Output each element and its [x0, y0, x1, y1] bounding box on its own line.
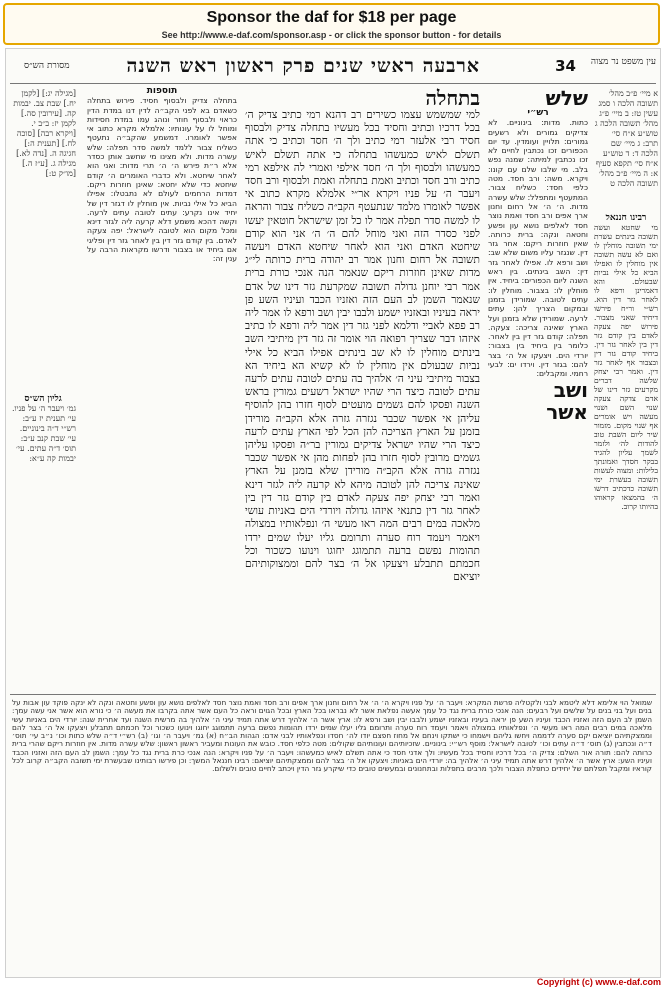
tosafot-heading: תוספות — [146, 87, 178, 96]
gilyon-heading: גליון הש״ס — [24, 394, 62, 404]
rabbeinu-chananel-column — [594, 214, 658, 684]
masoret-notes: [מגילה יג:] [לקמן יח.] שבת צב. יבמות קה. [עירובין סה.] לקמן יז: ב״ב י. [ויקרא רבה] [סוכה לח.] [תענית ה:] חגיגה ה. [נדה לא.] מגילה ג. [ע״ז ה.] [מו״ק ט:] — [13, 89, 76, 178]
gemara-text: למי שמשמש עצמו כשירים רב דהנא רמי כתיב צדיק ה׳ בכל דרכיו וכתיב וחסיד בכל מעשיו בתחלה צדיק ולבסוף חסיד רבי אלעזר רמי כתיב ולך ה׳ חסד וכתיב כי אתה תשלם לאיש כמעשהו בתחלה כי אתה תשלם לאיש כמעשהו ולבסוף ולך ה׳ חסד אילפי ואמרי לה אילפא רמי כתיב ורב חסד וכתיב ואמת בתחלה ואמת ולבסוף ורב חסד ויעבר ה׳ על פניו ויקרא אר״י אלמלא מקרא כתוב אי אפשר לאומרו מלמד שנתעטף הקב״ה כשליח צבור והראה לו למשה סדר תפלה אמר לו כל זמן שישראל חוטאין יעשו לפני כסדר הזה ואני מוחל להם ה׳ ה׳ אני הוא קודם שיחטא האדם ואני הוא לאחר שיחטא האדם ויעשה תשובה אל רחום וחנון אמר רב יהודה ברית כרותה לי״ג מדות שאינן חוזרות ריקם שנאמר הנה אנכי כורת ברית אמר רבי יוחנן גדולה תשובה שמקרעת גזר דינו של אדם שנאמר השמן לב העם הזה ואזניו הכבד ועיניו השע פן יראה בעיניו ובאזניו ישמע ולבבו יבין ושב ורפא לו אמר ליה רב פפא לאביי ודלמא לפני גזר דין אמר ליה ורפא לו כתיב איזהו דבר שצריך רפואה הוי אומר זה גזר דין מיתיבי השב בינתים מוחלין לו לא שב בינתים אפילו הביא כל אילי נביות שבעולם אין מוחלין לו לא קשיא הא ביחיד הא בצבור מיתיבי עיני ה׳ אלהיך בה עתים לטובה עתים לרעה עתים לטובה כיצד הרי שהיו ישראל רשעים גמורין בראש השנה ופסקו להם גשמים מועטים לסוף חזרו בהן להוסיף עליהן אי אפשר שכבר נגזרה גזרה אלא הקב״ה מורידן בזמנן על הארץ הצריכה להן הכל לפי הארץ עתים לרעה כיצד הרי שהיו ישראל צדיקים גמורין בר״ה ופסקו עליהן גשמים מרובין לסוף חזרו בהן לפחות מהן אי אפשר שכבר נגזרה גזרה אלא הקב״ה מורידן שלא בזמנן על הארץ שאינה צריכה להן לטובה מיהא לא קרעה ליה לגזר דינא ואמר רבי יצחק יפה צעקה לאדם בין קודם גזר דין בין לאחר גזר דין כתנאי איזהו גדולה ויורדי הים באניות עושי מלאכה במים רבים המה ראו מעשי ה׳ ונפלאותיו במצולה ויאמר ויעמד רוח סערה ותרומם גליו יעלו שמים ירדו תהומות נפשם ברעה תתמוגג יחוגו וינועו כשכור וכל חכמתם תתבלע ויצעקו אל ה׳ בצר להם וממצוקותיהם יוציאם — [245, 109, 480, 584]
ein-mishpat-heading: עין משפט נר מצוה — [590, 57, 656, 67]
tosafot-column — [87, 87, 237, 687]
page-number: 34 — [555, 57, 576, 75]
gilyon-hashas — [10, 394, 76, 684]
page-header — [6, 55, 660, 81]
rashi-column — [488, 87, 588, 687]
bottom-rule — [10, 694, 656, 695]
sponsor-banner[interactable] — [3, 3, 660, 45]
sponsor-title[interactable]: Sponsor the daf for $18 per page — [206, 9, 457, 26]
rashi-second-word: ושב — [553, 377, 588, 402]
bottom-commentaries: שמואל הוי אלימא דלא ליטמא לבני ולקטליה פרשת המקרא: ויעבר ה׳ על פניו ויקרא ה׳ ה׳ אל רחום וחנון ארך אפים ורב חסד ואמת נוצר חסד לאלפים נושא עון ופשע וחטאה ונקה לא ינקה פוקד עון אבות על בנים ועל בני בנים על שלשים ועל רבעים: הנה אנכי כורת ברית נגד כל עמך אעשה נפלאת אשר לא נבראו בכל הארץ ובכל הגוים וראה כל העם אשר אתה בקרבו את מעשה ה׳ כי נורא הוא אשר אני עשה עמך: השמן לב העם הזה ואזניו הכבד ועיניו השע פן יראה בעיניו ובאזניו ישמע ולבבו יבין ושב ורפא לו: ארץ אשר ה׳ אלהיך דרש אתה תמיד עיני ה׳ אלהיך בה מרשית השנה ועד אחרית שנה: יורדי הים באניות עשי מלאכה במים רבים המה ראו מעשי ה׳ ונפלאותיו במצולה ויאמר ויעמד רוח סערה ותרומם גליו יעלו שמים ירדו תהומות נפשם ברעה תתמוגג יחוגו וינועו כשכור וכל חכמתם תתבלע ויצעקו אל ה׳ בצר להם וממצקתיהם יוציאם יקם סערה לדממה ויחשו גליהם וישמחו כי ישתקו וינחם אל מחוז חפצם יודו לה׳ חסדו ונפלאותיו לבני אדם: הגהות הב״ח (א) גמ׳ ויעבר ה׳ וגו׳ (ב) רש״י ד״ה שלש כתות וכו׳ נ״ב עי׳ תוס׳ ד״ה ונכתבין (ג) תוס׳ ד״ה עתים וכו׳ לטובה לישראל: מוסף רש״י: בינוניים. שזכיותיהם ועונותיהם שקולים: מטה כלפי חסד. כובש את העונות ומעביר ראשון ראשון: שלש עשרה מדות. אין חוזרות ריקם שהרי ברית כרותה להם: תורה אור השלם: צדיק ה׳ בכל דרכיו וחסיד בכל מעשיו: ולך אדני חסד כי אתה תשלם לאיש כמעשהו: ויעבר ה׳ על פניו ויקרא: הנה אנכי כרת ברית נגד כל עמך: השמן לב העם הזה ואזניו הכבד ועיניו השע: ארץ אשר ה׳ אלהיך דרש אתה תמיד עיני ה׳ אלהיך בה: יורדי הים באניות: ויצעקו אל ה׳ בצר להם וממצקתיהם יוציאם: רבינו חננאל המשך: וכן פירשו רבותינו שבעשרת ימי תשובה הקב״ה קרוב לכל קוראיו ומקבל תפלתם של יחידים כתפלת הצבור ולכך מרבים בתפלות ובתחנונים ובמעשים טובים כדי שיקרע גזר הדין ויכתב לחיים טובים ולשלום. — [12, 699, 652, 774]
gemara-opening-word: בתחלה — [425, 87, 480, 110]
rashi-opening-word: שלש — [545, 87, 588, 110]
rabbeinu-chananel-text: מי שחטא ועשה תשובה בינתים עשרת ימי תשובה מוחלין לו ואם לא עשה תשובה אין מוחלין לו ואפילו הביא כל אילי נביות שבעולם. והא דאמרינן ורפא לו לאחר גזר דין הוא. רש״י ור״ח פירשו דיחיד שאני מצבור. פירוש יפה צעקה לאדם בין קודם גזר דין בין לאחר גזר דין. ביחיד קודם גזר דין ובצבור אף לאחר גזר דין. ואמר רבי יצחק שלשה דברים מקרעים גזר דינו של אדם צדקה צעקה שנוי השם ושנוי מעשה ויש אומרים אף שנוי מקום. מזמור שיר ליום השבת טוב להודות לה׳ ולזמר לשמך עליון להגיד בבקר חסדך ואמונתך בלילות: ומצוה לעשות תשובה בעשרת ימי תשובה כדכתיב דרשו ה׳ בהמצאו קראוהו בהיותו קרוב. — [594, 223, 658, 511]
header-rule — [10, 83, 656, 84]
running-title: ארבעה ראשי שנים פרק ראשון ראש השנה — [126, 55, 480, 77]
masoret-heading: מסורת הש״ס — [24, 61, 70, 71]
ein-mishpat-notes: א מיי׳ פ״ב מהל׳ תשובה הלכה ו סמג עשין טז: ב מיי׳ פ״ג מהל׳ תשובה הלכה ג טוש״ע א״ח סי׳ תרב: ג מיי׳ שם הלכה ד: ד טוש״ע א״ח סי׳ תקפא סעיף א: ה מיי׳ פ״ב מהל׳ תשובה הלכה ט — [594, 89, 658, 188]
tosafot-text: בתחלה צדיק ולבסוף חסיד. פירוש בתחלה כשאדם בא לפני הקב״ה לדין דנו במדת הדין כראוי ולבסוף חוזר ונוהג עמו במדת חסידות ומוחל לו על עונותיו: אלמלא מקרא כתוב אי אפשר לאומרו. דמשמע שהקב״ה נתעטף כשליח צבור ללמד למשה סדר תפלה: שלש עשרה מדות. ולא מצינו מי שחשב אותן כסדר אלא ר״ת פירש ה׳ ה׳ תרי מדות: ואני הוא לאחר שיחטא. ולא כדברי האומרים ה׳ קודם שיחטא כדי שלא יחטא: שאינן חוזרות ריקם. דמדות הרחמים לעולם לא נתבטלו: אפילו הביא כל אילי נביות. אין מוחלין לו דגזר דין של יחיד אינו נקרע: עתים לטובה עתים לרעה. וקשה דהכא משמע דלא קרעה ליה לגזר דינא ומכל מקום הוא לטובה לישראל: יפה צעקה לאדם. בין קודם גזר דין בין לאחר גזר דין ופליגי אם ביחיד או בצבור ודרשו מקראות הרבה על ענין זה: — [87, 96, 237, 264]
copyright-link[interactable]: Copyright (c) www.e-daf.com — [536, 977, 661, 987]
rashi-heading: רש״י — [527, 108, 549, 118]
sponsor-subtitle[interactable]: See http://www.e-daf.com/sponsor.asp - or click the sponsor button - for details — [161, 30, 502, 40]
gemara-column — [245, 87, 480, 687]
talmud-page — [5, 48, 661, 978]
rabbeinu-chananel-heading: רבינו חננאל — [605, 214, 647, 223]
gilyon-text: גמ׳ ויעבר ה׳ על פניו. עי׳ תענית יז ע״ב: רש״י ד״ה בינוניים. עי׳ שבת קנב ע״ב: תוס׳ ד״ה עתים. עי׳ יבמות קה ע״א: — [11, 404, 76, 463]
rashi-text: כתות. מדות: בינוניים. לא צדיקים גמורים ולא רשעים גמורים: תלויין ועומדין. עד יום הכפורים זכו נכתבין לחיים לא זכו נכתבין למיתה: שמנה נפש בלב. מי שלבו שלם עם קונו: ויקרא. משה: ורב חסד. מטה כלפי חסד: כשליח צבור. המתעטף ומתפלל: שלש עשרה מדות. ה׳ ה׳ אל רחום וחנון ארך אפים ורב חסד ואמת נוצר חסד לאלפים נושא עון ופשע וחטאה ונקה: ברית כרותה. שאין חוזרות ריקם: אחר גזר דין. שנגזר עליו משום שלא שב: ושב ורפא לו. אפילו לאחר גזר דין: השב בינתים. בין ראש השנה ליום הכפורים: ביחיד. אין מוחלין לו: בצבור. מוחלין לו: עתים לטובה. שמורידן בזמנן ובמקום הצריך להן: עתים לרעה. שמורידן שלא בזמנן ועל הארץ שאינה צריכה: צעקה. תפלה: קודם גזר דין בין לאחר. כלומר בין ביחיד בין בצבור: יורדי הים. ויצעקו אל ה׳ בצר להם: בגזר דין. וירדו ים: לבעי רחמי. ומקבלים: — [488, 118, 588, 379]
rashi-third-word: אשר — [546, 399, 588, 424]
